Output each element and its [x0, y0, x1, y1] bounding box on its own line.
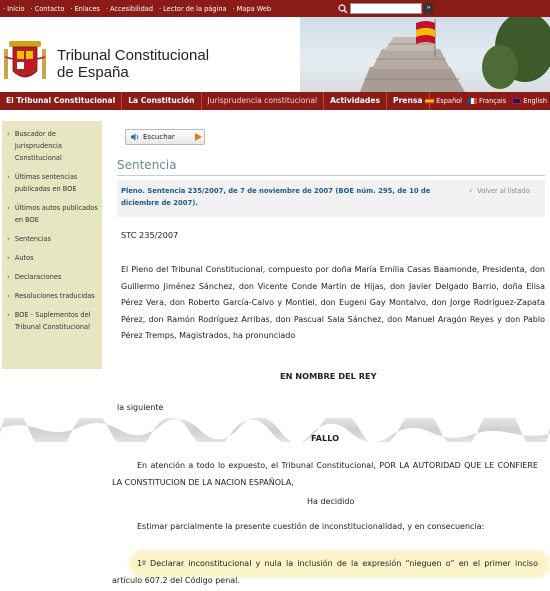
fallo-paragraph: En atención a todo lo expuesto, el Tribunal Constitucional, POR LA AUTORIDAD QUE LE CONFIERE LA CONSTITUCION DE LA NACION ESPAÑOLA, — [112, 461, 538, 487]
la-siguiente-text: la siguiente — [117, 403, 164, 412]
link-inicio[interactable]: · Inicio — [3, 5, 25, 13]
section-title: Sentencia — [117, 158, 177, 172]
lang-english-label: English — [523, 97, 547, 105]
link-lector[interactable]: · Lector de la página — [159, 5, 227, 13]
header-building-photo — [300, 17, 550, 92]
listen-label: Escuchar — [143, 133, 175, 141]
bullet-icon: › — [7, 311, 10, 319]
back-to-list-label: Volver al listado — [477, 186, 530, 195]
bullet-icon: › — [7, 235, 10, 243]
nav-prensa[interactable]: Prensa — [387, 92, 430, 110]
sidebar-item-buscador[interactable] — [2, 125, 102, 168]
bullet-icon: › — [7, 254, 10, 262]
search-icon — [338, 4, 348, 14]
main-navigation — [0, 92, 550, 110]
sidebar-item-label: Últimos autos publicados en BOE — [14, 204, 98, 224]
bullet-icon: › — [7, 130, 10, 138]
play-icon — [192, 130, 204, 144]
building-illustration — [300, 17, 550, 92]
sidebar — [2, 121, 102, 369]
sentence-info-box — [117, 180, 545, 217]
sidebar-item-autos[interactable] — [2, 249, 102, 268]
site-title-line1: Tribunal Constitucional — [57, 47, 210, 64]
site-header — [0, 17, 550, 92]
sidebar-item-ultimas-sentencias[interactable] — [2, 168, 102, 199]
search-input[interactable] — [350, 3, 422, 14]
link-enlaces[interactable]: · Enlaces — [70, 5, 99, 13]
sidebar-item-ultimos-autos[interactable] — [2, 199, 102, 230]
link-accesibilidad[interactable]: · Accesibilidad — [106, 5, 153, 13]
lang-francais[interactable] — [468, 97, 506, 105]
sentence-info-text: Pleno. Sentencia 235/2007, de 7 de noviembre de 2007 (BOE núm. 295, de 10 de diciembre de 2007). — [121, 187, 431, 207]
search-go-button[interactable]: » — [424, 3, 433, 14]
nav-actividades[interactable]: Actividades — [324, 92, 387, 110]
bullet-icon: › — [7, 204, 10, 212]
speaker-icon — [130, 132, 140, 142]
back-to-list-link[interactable] — [469, 186, 530, 195]
listen-button[interactable] — [125, 129, 205, 145]
sidebar-item-sentencias[interactable] — [2, 230, 102, 249]
spain-flag-icon — [425, 98, 434, 104]
nav-el-tribunal[interactable]: El Tribunal Constitucional — [0, 92, 122, 110]
nav-la-constitucion[interactable]: La Constitución — [122, 92, 201, 110]
lang-espanol-label: Español — [436, 97, 462, 105]
title-divider — [117, 175, 545, 176]
utility-links — [0, 5, 277, 13]
sidebar-item-label: Sentencias — [14, 235, 51, 243]
ha-decidido-text: Ha decidido — [307, 497, 355, 506]
torn-edge-divider — [0, 418, 550, 442]
uk-flag-icon — [512, 98, 521, 104]
estimar-paragraph: Estimar parcialmente la presente cuestión de inconstitucionalidad, y en consecuencia: — [137, 522, 485, 531]
sidebar-item-declaraciones[interactable] — [2, 268, 102, 287]
coat-of-arms-icon — [3, 37, 47, 89]
nav-jurisprudencia[interactable]: Jurisprudencia constitucional — [202, 92, 325, 110]
lang-espanol[interactable] — [425, 97, 462, 105]
top-utility-bar — [0, 0, 550, 17]
lang-english[interactable] — [512, 97, 547, 105]
sidebar-item-label: Autos — [14, 254, 34, 262]
link-contacto[interactable]: · Contacto — [31, 5, 65, 13]
intro-paragraph: El Pleno del Tribunal Constitucional, compuesto por doña María Emilia Casas Baamonde, Presidenta, don Guillermo Jiménez Sánchez, don Vicente Conde Martín de Hijas, don Javier Delgado Barrio, doña Elisa Pérez Vera, don Roberto García-Calvo y Montiel, don Eugeni Gay Montalvo, don Jorge Rodríguez-Zapata Pérez, don Ramón Rodríguez Arribas, don Pascual Sala Sánchez, don Manuel Aragón Reyes y don Pablo Pérez Tremps, Magistrados, ha pronunciado — [121, 265, 545, 340]
stc-reference: STC 235/2007 — [121, 230, 179, 240]
sidebar-item-label: Buscador de Jurisprudencia Constitucional — [14, 130, 62, 162]
site-title-line2: de España — [57, 64, 129, 81]
sidebar-item-label: Últimas sentencias publicadas en BOE — [14, 173, 78, 193]
bullet-icon: › — [7, 173, 10, 181]
lang-francais-label: Français — [479, 97, 507, 105]
heading-en-nombre-del-rey: EN NOMBRE DEL REY — [280, 371, 377, 381]
bullet-icon: › — [7, 273, 10, 281]
sidebar-item-label: Declaraciones — [14, 273, 62, 281]
sidebar-item-label: Resoluciones traducidas — [14, 292, 95, 300]
link-mapa-web[interactable]: · Mapa Web — [233, 5, 272, 13]
sidebar-item-resoluciones[interactable] — [2, 287, 102, 306]
arrow-left-icon: ‹ — [469, 186, 473, 195]
bullet-icon: › — [7, 292, 10, 300]
language-selector — [419, 92, 547, 110]
highlighted-ruling-paragraph: 1º Declarar inconstitucional y nula la inclusión de la expresión “nieguen o” en el primer inciso artículo 607.2 del Código penal. — [112, 559, 538, 585]
france-flag-icon — [468, 98, 477, 104]
sidebar-item-label: BOE - Suplementos del Tribunal Constitucional — [14, 311, 91, 331]
heading-fallo: FALLO — [311, 433, 340, 443]
sidebar-item-boe-suplementos[interactable] — [2, 306, 102, 337]
